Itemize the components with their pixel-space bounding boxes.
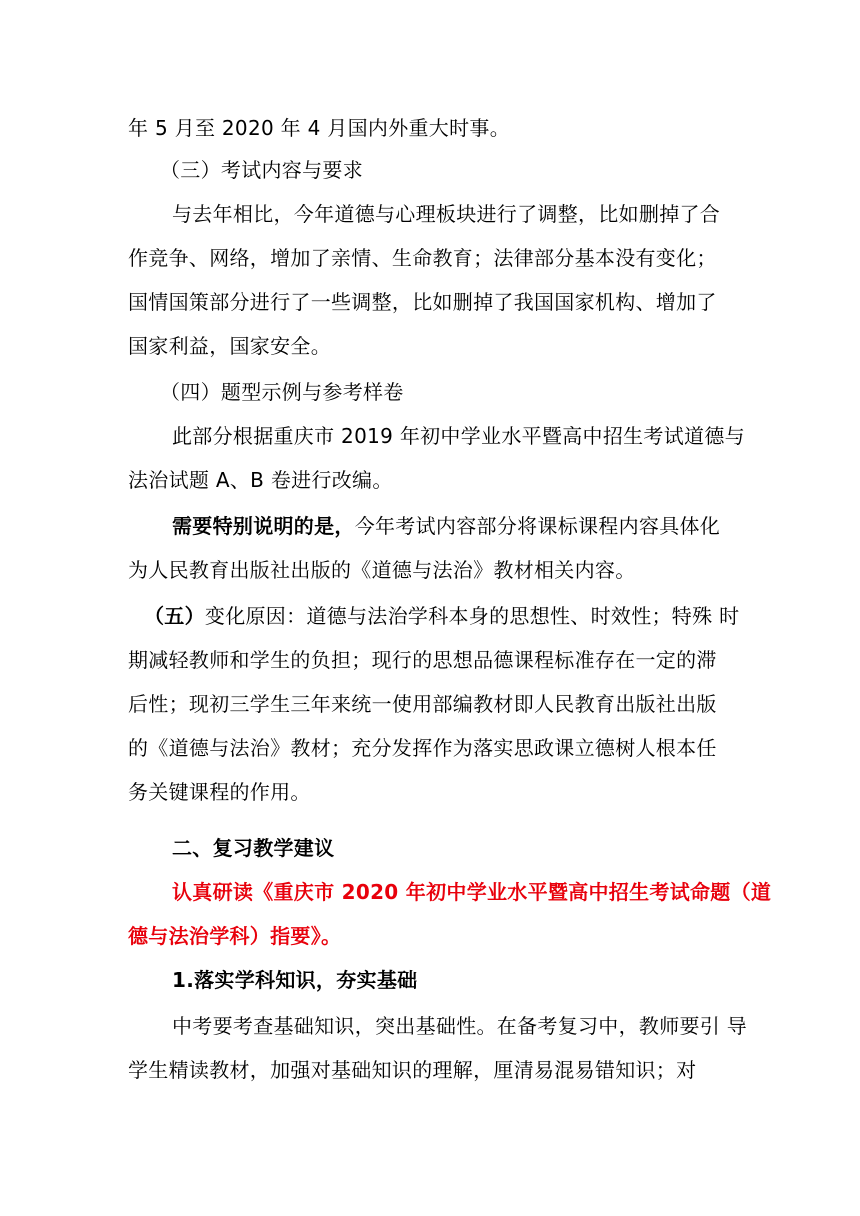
paragraph-line: 法治试题 A、B 卷进行改编。: [128, 468, 393, 492]
heading-section-5: [144, 604, 739, 628]
section-5-text: 变化原因：道德与法治学科本身的思想性、时效性；特殊 时: [204, 604, 740, 628]
heading-section-3: （三）考试内容与要求: [160, 158, 363, 182]
paragraph-line: 国家利益，国家安全。: [128, 334, 331, 358]
heading-section-2: 二、复习教学建议: [172, 836, 335, 860]
note-lead: 需要特别说明的是，: [172, 514, 355, 538]
paragraph-line: 此部分根据重庆市 2019 年初中学业水平暨高中招生考试道德与: [172, 424, 745, 448]
paragraph-line: 年 5 月至 2020 年 4 月国内外重大时事。: [128, 116, 510, 140]
highlight-line: 认真研读《重庆市 2020 年初中学业水平暨高中招生考试命题（道: [172, 880, 772, 904]
highlight-line: 德与法治学科）指要》。: [128, 924, 342, 948]
subheading-1: 1.落实学科知识，夯实基础: [172, 968, 418, 992]
paragraph-line: 期减轻教师和学生的负担；现行的思想品德课程标准存在一定的滞: [128, 648, 717, 672]
paragraph-line: 学生精读教材，加强对基础知识的理解，厘清易混易错知识；对: [128, 1058, 697, 1082]
section-5-label: （五）: [144, 604, 205, 628]
paragraph-line: 的《道德与法治》教材；充分发挥作为落实思政课立德树人根本任: [128, 736, 717, 760]
paragraph-line: 作竞争、网络，增加了亲情、生命教育；法律部分基本没有变化；: [128, 246, 717, 270]
paragraph-line-note: [172, 514, 720, 538]
paragraph-line: 中考要考查基础知识，突出基础性。在备考复习中，教师要引 导: [172, 1014, 748, 1038]
paragraph-line: 务关键课程的作用。: [128, 780, 311, 804]
paragraph-line: 后性；现初三学生三年来统一使用部编教材即人民教育出版社出版: [128, 692, 717, 716]
paragraph-line: 为人民教育出版社出版的《道德与法治》教材相关内容。: [128, 558, 636, 582]
heading-section-4: （四）题型示例与参考样卷: [160, 380, 404, 404]
paragraph-line: 国情国策部分进行了一些调整，比如删掉了我国国家机构、增加了: [128, 290, 717, 314]
note-text: 今年考试内容部分将课标课程内容具体化: [354, 514, 721, 538]
paragraph-line: 与去年相比，今年道德与心理板块进行了调整，比如删掉了合: [172, 202, 721, 226]
